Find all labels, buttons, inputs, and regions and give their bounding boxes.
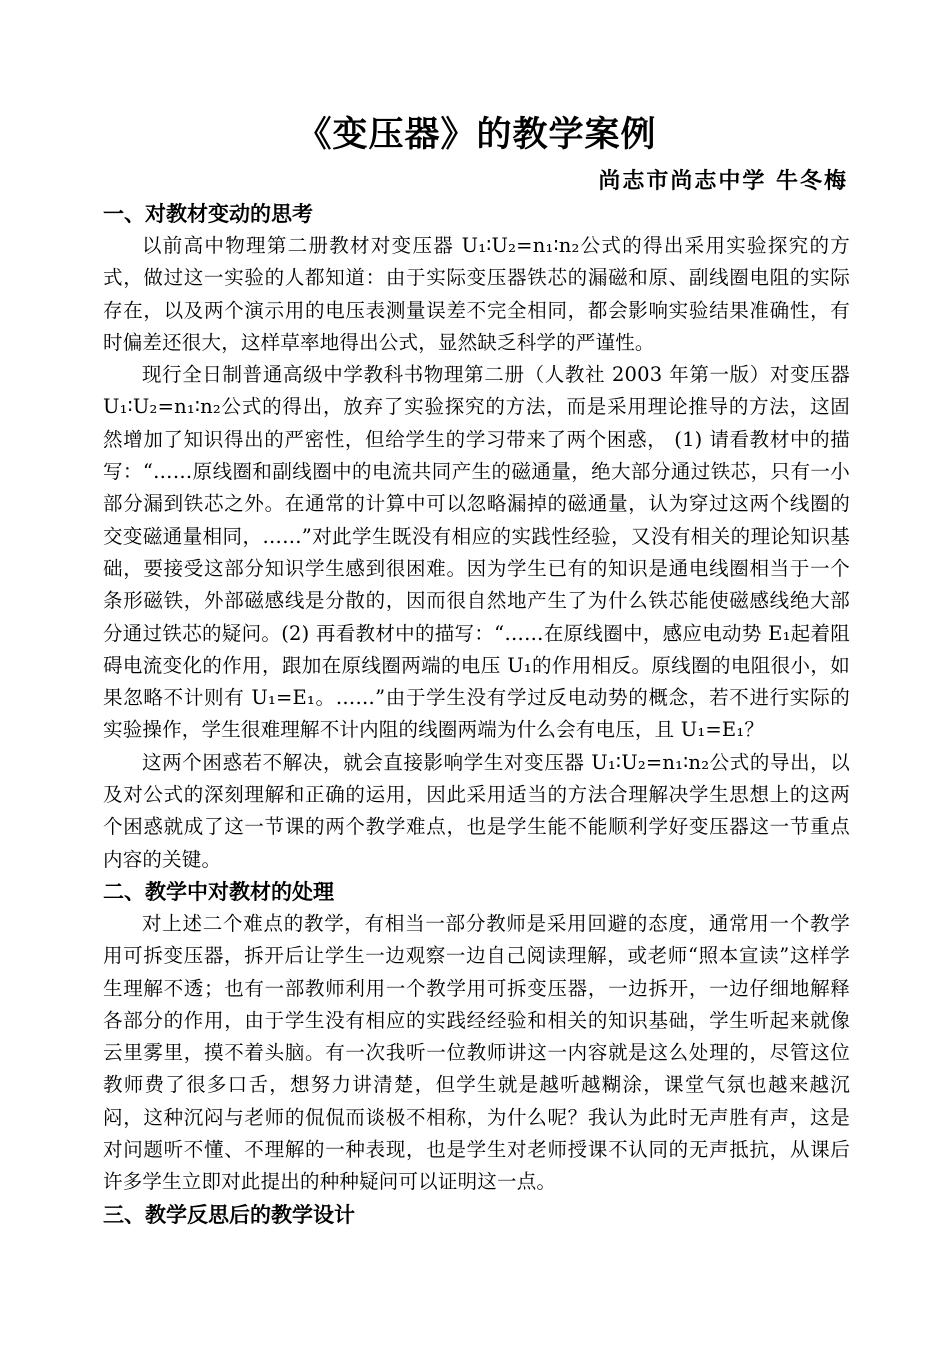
- paragraph: 这两个困惑若不解决，就会直接影响学生对变压器 U₁∶U₂=n₁∶n₂公式的导出，以及对公式的深刻理解和正确的运用，因此采用适当的方法合理解决学生思想上的这两个困惑就成了这一节课的两个教学难点，也是学生能不能顺利学好变压器这一节重点内容的关键。: [103, 750, 850, 871]
- paragraph: 以前高中物理第二册教材对变压器 U₁∶U₂=n₁∶n₂公式的得出采用实验探究的方式，做过这一实验的人都知道：由于实际变压器铁芯的漏磁和原、副线圈电阻的实际存在，以及两个演示用的电压表测量误差不完全相同，都会影响实验结果准确性，有时偏差还很大，这样草率地得出公式，显然缺乏科学的严谨性。: [103, 234, 850, 354]
- section-3: [103, 1199, 850, 1231]
- paragraph: 现行全日制普通高级中学教科书物理第二册（人教社 2003 年第一版）对变压器 U₁∶U₂=n₁∶n₂公式的得出，放弃了实验探究的方法，而是采用理论推导的方法，这固然增加了知识得出的严密性，但给学生的学习带来了两个困惑， (1) 请看教材中的描写：“……原线圈和副线圈中的电流共同产生的磁通量，绝大部分通过铁芯，只有一小部分漏到铁芯之外。在通常的计算中可以忽略漏掉的磁通量，认为穿过这两个线圈的交变磁通量相同，……”对此学生既没有相应的实践性经验，又没有相关的理论知识基础，要接受这部分知识学生感到很困难。因为学生已有的知识是通电线圈相当于一个条形磁铁，外部磁感线是分散的，因而很自然地产生了为什么铁芯能使磁感线绝大部分通过铁芯的疑问。(2) 再看教材中的描写：“……在原线圈中，感应电动势 E₁起着阻碍电流变化的作用，跟加在原线圈两端的电压 U₁的作用相反。原线圈的电阻很小，如果忽略不计则有 U₁=E₁。……”由于学生没有学过反电动势的概念，若不进行实际的实验操作，学生很难理解不计内阻的线圈两端为什么会有电压，且 U₁=E₁？: [103, 363, 850, 742]
- document-title: 《变压器》的教学案例: [296, 114, 657, 155]
- section-1: [103, 198, 850, 876]
- author-line: 尚志市尚志中学 牛冬梅: [598, 168, 848, 194]
- section-heading: 一、对教材变动的思考: [103, 201, 313, 226]
- paragraph: 对上述二个难点的教学，有相当一部分教师是采用回避的态度，通常用一个教学用可拆变压器，拆开后让学生一边观察一边自己阅读理解，或老师“照本宣读”这样学生理解不透；也有一部教师利用一个教学用可拆变压器，一边拆开，一边仔细地解释各部分的作用，由于学生没有相应的实践经经验和相关的知识基础，学生听起来就像云里雾里，摸不着头脑。有一次我听一位教师讲这一内容就是这么处理的，尽管这位教师费了很多口舌，想努力讲清楚，但学生就是越听越糊涂，课堂气氛也越来越沉闷，这种沉闷与老师的侃侃而谈极不相称，为什么呢？我认为此时无声胜有声，这是对问题听不懂、不理解的一种表现，也是学生对老师授课不认同的无声抵抗，从课后许多学生立即对此提出的种种疑问可以证明这一点。: [103, 911, 850, 1194]
- section-2: [103, 876, 850, 1199]
- section-heading: 二、教学中对教材的处理: [103, 878, 334, 904]
- section-heading: 三、教学反思后的教学设计: [103, 1201, 355, 1227]
